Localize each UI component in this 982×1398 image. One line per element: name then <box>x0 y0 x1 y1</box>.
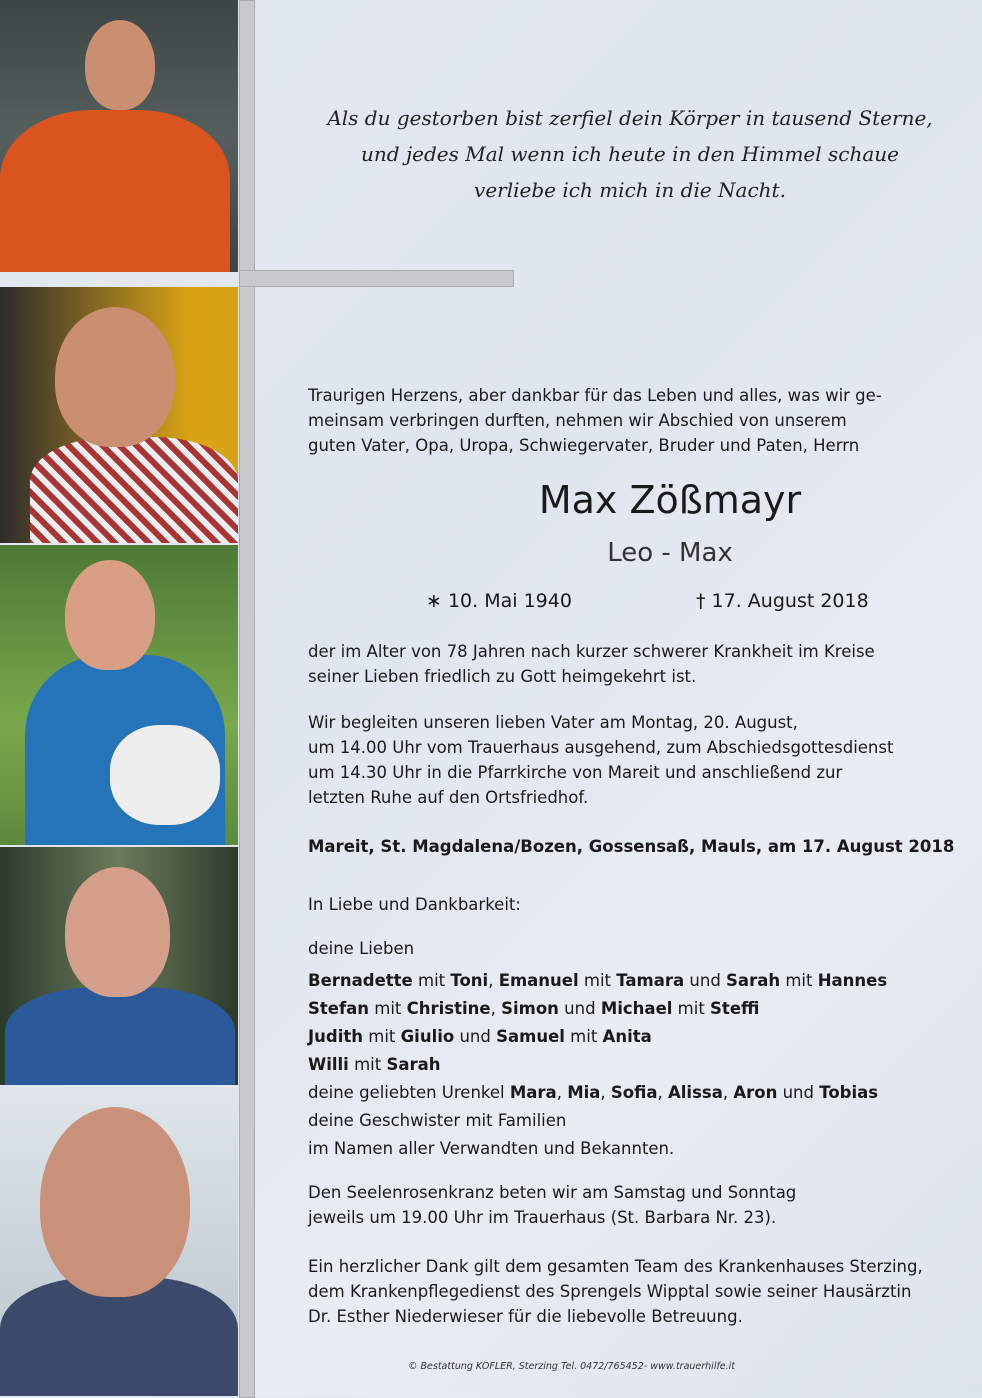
text-line: jeweils um 19.00 Uhr im Trauerhaus (St. Barbara Nr. 23). <box>308 1208 777 1227</box>
text-line: der im Alter von 78 Jahren nach kurzer schwerer Krankheit im Kreise <box>308 642 875 661</box>
text-line: um 14.30 Uhr in die Pfarrkirche von Mareit und anschließend zur <box>308 763 843 782</box>
poem-line: Als du gestorben bist zerfiel dein Körper in tausend Sterne, <box>327 106 933 130</box>
place-date: Mareit, St. Magdalena/Bozen, Gossensaß, Mauls, am 17. August 2018 <box>308 837 955 856</box>
photo-4 <box>0 847 238 1085</box>
text-line: seiner Lieben friedlich zu Gott heimgekehrt ist. <box>308 667 697 686</box>
death-date: † 17. August 2018 <box>696 590 869 612</box>
family-line: Willi mit Sarah <box>308 1055 441 1074</box>
family-line: deine Geschwister mit Familien <box>308 1111 567 1130</box>
age-text <box>308 639 875 689</box>
text-line: dem Krankenpflegedienst des Sprengels Wipptal sowie seiner Hausärztin <box>308 1282 912 1301</box>
funeral-info <box>308 710 893 810</box>
cross-horizontal-bar <box>239 270 514 287</box>
text-line: Dr. Esther Niederwieser für die liebevolle Betreuung. <box>308 1307 743 1326</box>
birth-date: ∗ 10. Mai 1940 <box>426 590 572 612</box>
nickname: Leo - Max <box>607 538 733 568</box>
poem-line: verliebe ich mich in die Nacht. <box>474 178 786 202</box>
text-line: um 14.00 Uhr vom Trauerhaus ausgehend, zum Abschiedsgottesdienst <box>308 738 894 757</box>
family-intro: deine Lieben <box>308 939 415 958</box>
rosary-info <box>308 1180 796 1230</box>
footer-credit: © Bestattung KOFLER, Sterzing Tel. 0472/765452- www.trauerhilfe.it <box>408 1361 736 1372</box>
family-line: deine geliebten Urenkel Mara, Mia, Sofia, Alissa, Aron und Tobias <box>308 1083 879 1102</box>
poem <box>300 100 960 208</box>
photo-1 <box>0 0 238 272</box>
love-line: In Liebe und Dankbarkeit: <box>308 895 521 914</box>
intro <box>308 383 882 458</box>
text-line: Traurigen Herzens, aber dankbar für das Leben und alles, was wir ge- <box>308 386 882 405</box>
poem-line: und jedes Mal wenn ich heute in den Himmel schaue <box>361 142 899 166</box>
photo-3 <box>0 545 238 845</box>
text-line: Den Seelenrosenkranz beten wir am Samstag und Sonntag <box>308 1183 797 1202</box>
text-line: Wir begleiten unseren lieben Vater am Montag, 20. August, <box>308 713 798 732</box>
family-line: Judith mit Giulio und Samuel mit Anita <box>308 1027 652 1046</box>
cross-vertical-bar <box>239 0 255 1398</box>
deceased-name: Max Zößmayr <box>538 478 802 522</box>
text-line: meinsam verbringen durften, nehmen wir Abschied von unserem <box>308 411 847 430</box>
photo-5 <box>0 1087 238 1396</box>
family-line: Bernadette mit Toni, Emanuel mit Tamara und Sarah mit Hannes <box>308 971 888 990</box>
family-line: Stefan mit Christine, Simon und Michael mit Steffi <box>308 999 760 1018</box>
text-line: letzten Ruhe auf den Ortsfriedhof. <box>308 788 589 807</box>
text-line: guten Vater, Opa, Uropa, Schwiegervater, Bruder und Paten, Herrn <box>308 436 860 455</box>
thanks <box>308 1254 923 1329</box>
photo-2 <box>0 287 238 543</box>
text-line: Ein herzlicher Dank gilt dem gesamten Team des Krankenhauses Sterzing, <box>308 1257 923 1276</box>
family-list <box>308 967 887 1163</box>
family-line: im Namen aller Verwandten und Bekannten. <box>308 1139 675 1158</box>
